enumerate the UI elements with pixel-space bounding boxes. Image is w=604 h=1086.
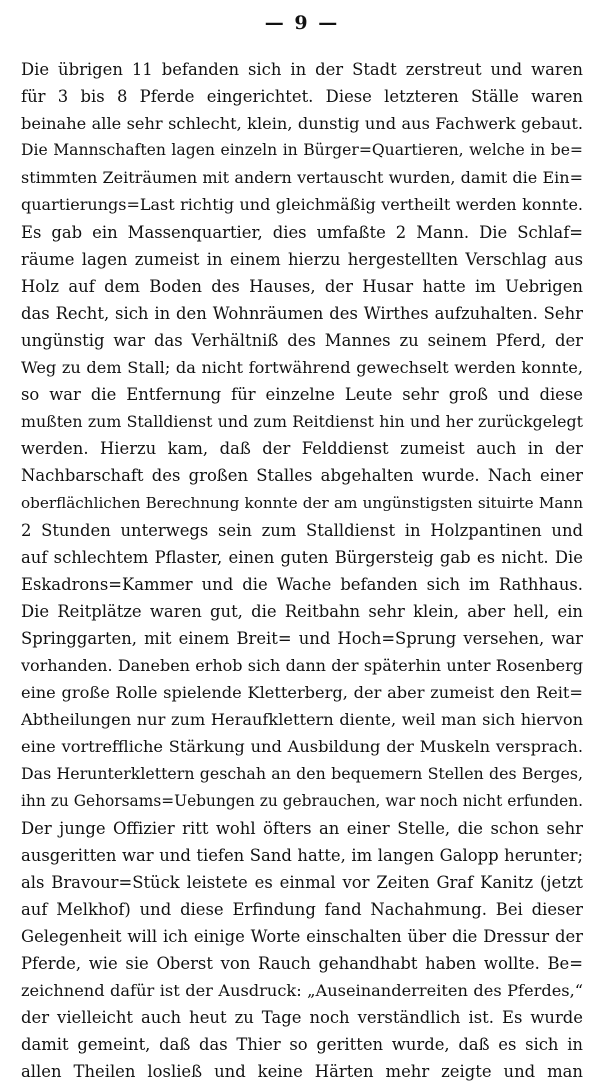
text-line: eine vortreffliche Stärkung und Ausbildung der Muskeln versprach. [21,737,583,757]
page-number: — 9 — [264,12,340,34]
text-line: 2 Stunden unterwegs sein zum Stalldienst in Holzpantinen und [21,520,583,540]
text-line: auf schlechtem Pflaster, einen guten Bürgersteig gab es nicht. Die [21,547,583,567]
text-line: Holz auf dem Boden des Hauses, der Husar hatte im Uebrigen [21,276,583,296]
text-line: Weg zu dem Stall; da nicht fortwährend gewechselt werden konnte, [21,358,583,378]
text-line: Der junge Offizier ritt wohl öfters an einer Stelle, die schon sehr [21,818,583,838]
text-line: allen Theilen losließ und keine Härten mehr zeigte und man [21,1062,583,1082]
text-line: Eskadrons=Kammer und die Wache befanden sich im Rathhaus. [21,574,583,594]
text-line: das Recht, sich in den Wohnräumen des Wirthes aufzuhalten. Sehr [21,303,583,323]
text-line: Die Mannschaften lagen einzeln in Bürger=Quartieren, welche in be= [21,141,583,160]
text-line: beinahe alle sehr schlecht, klein, dunstig und aus Fachwerk gebaut. [21,114,583,134]
text-line: werden. Hierzu kam, daß der Felddienst zumeist auch in der [21,439,583,459]
text-line: Nachbarschaft des großen Stalles abgehalten wurde. Nach einer [21,466,583,486]
text-line: vorhanden. Daneben erhob sich dann der späterhin unter Rosenberg [21,656,583,676]
text-line: der vielleicht auch heut zu Tage noch verständlich ist. Es wurde [21,1008,583,1028]
text-line: mußten zum Stalldienst und zum Reitdienst hin und her zurückgelegt [21,412,583,432]
text-line: Springgarten, mit einem Breit= und Hoch=Sprung versehen, war [21,628,583,648]
text-line: Es gab ein Massenquartier, dies umfaßte 2 Mann. Die Schlaf= [21,222,583,242]
text-line: Die Reitplätze waren gut, die Reitbahn sehr klein, aber hell, ein [21,601,583,621]
text-line: Das Herunterklettern geschah an den bequemern Stellen des Berges, [21,764,583,784]
text-line: als Bravour=Stück leistete es einmal vor Zeiten Graf Kanitz (jetzt [21,872,583,892]
text-line: ungünstig war das Verhältniß des Mannes zu seinem Pferd, der [21,330,583,350]
text-line: damit gemeint, daß das Thier so geritten wurde, daß es sich in [21,1035,583,1055]
text-line: quartierungs=Last richtig und gleichmäßig vertheilt werden konnte. [21,195,583,215]
text-line: ihn zu Gehorsams=Uebungen zu gebrauchen, war noch nicht erfunden. [21,791,583,810]
text-line: Pferde, wie sie Oberst von Rauch gehandhabt haben wollte. Be= [21,954,583,974]
text-line: Die übrigen 11 befanden sich in der Stadt zerstreut und waren [21,60,583,79]
text-line: räume lagen zumeist in einem hierzu hergestellten Verschlag aus [21,249,583,269]
text-line: zeichnend dafür ist der Ausdruck: „Auseinanderreiten des Pferdes,“ [21,981,583,1001]
text-line: eine große Rolle spielende Kletterberg, der aber zumeist den Reit= [21,683,583,703]
text-line: Abtheilungen nur zum Heraufklettern diente, weil man sich hiervon [21,710,583,730]
text-line: auf Melkhof) und diese Erfindung fand Nachahmung. Bei dieser [21,899,583,919]
text-line: für 3 bis 8 Pferde eingerichtet. Diese letzteren Ställe waren [21,87,583,107]
text-line: oberflächlichen Berechnung konnte der am ungünstigsten situirte Mann [21,493,583,512]
body-text [21,56,583,1086]
text-line: Gelegenheit will ich einige Worte einschalten über die Dressur der [21,927,583,946]
text-line: ausgeritten war und tiefen Sand hatte, im langen Galopp herunter; [21,845,583,865]
text-line: so war die Entfernung für einzelne Leute sehr groß und diese [21,385,583,405]
text-line: stimmten Zeiträumen mit andern vertauscht wurden, damit die Ein= [21,168,583,188]
